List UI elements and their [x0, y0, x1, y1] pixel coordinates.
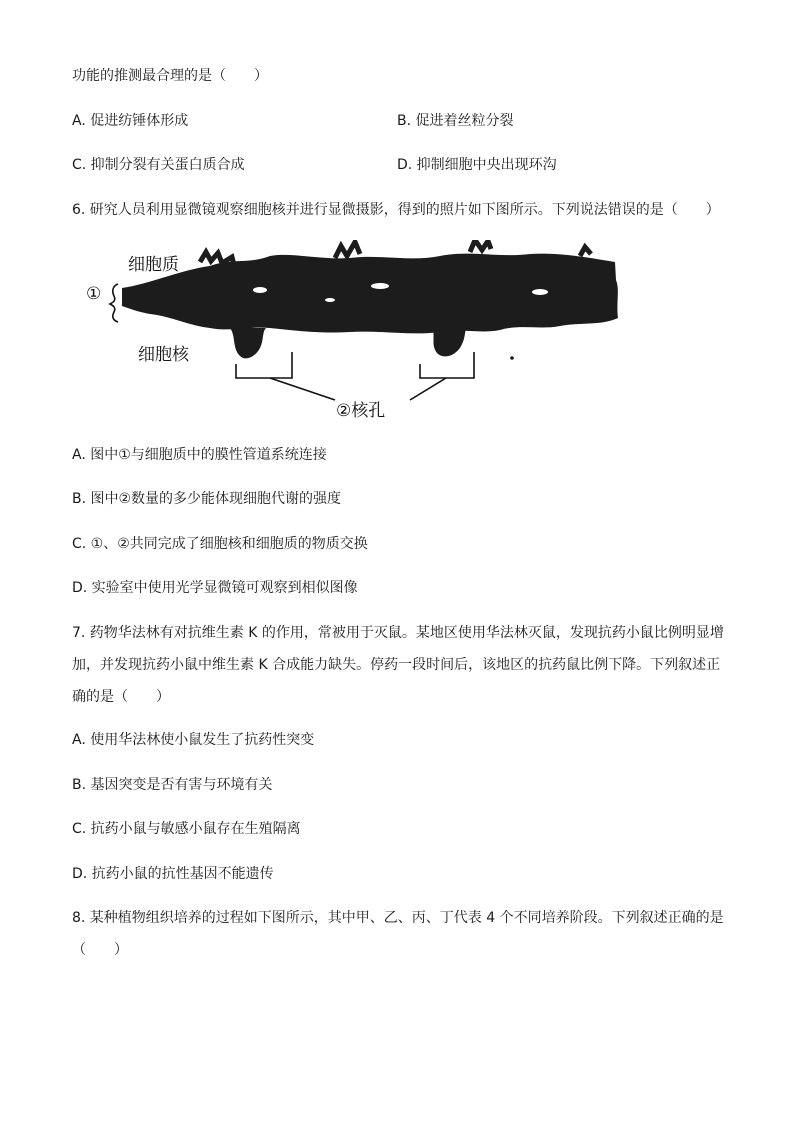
q5-stem-tail: 功能的推测最合理的是（ ）: [72, 68, 268, 84]
q5-option-b: B. 促进着丝粒分裂: [397, 113, 514, 129]
label-nuclear-pore: ②核孔: [336, 401, 386, 421]
nuclear-envelope-micrograph: [80, 240, 640, 420]
q7-option-c: C. 抗药小鼠与敏感小鼠存在生殖隔离: [72, 821, 301, 837]
q6-option-c: C. ①、②共同完成了细胞核和细胞质的物质交换: [72, 536, 368, 552]
q5-option-c: C. 抑制分裂有关蛋白质合成: [72, 157, 245, 173]
label-cytoplasm: 细胞质: [128, 255, 179, 275]
envelope-bracket: [110, 284, 118, 322]
pore-leader-left: [270, 378, 335, 400]
pore-right-material: [432, 326, 468, 356]
pore-leader-right: [410, 378, 446, 400]
pore-left-material: [230, 328, 266, 358]
q6-option-d: D. 实验室中使用光学显微镜可观察到相似图像: [72, 580, 358, 596]
q8-stem-line-1: 8. 某种植物组织培养的过程如下图所示，其中甲、乙、丙、丁代表 4 个不同培养阶段。下列叙述正确的是: [72, 910, 724, 926]
q6-stem: 6. 研究人员利用显微镜观察细胞核并进行显微摄影，得到的照片如下图所示。下列说法错误的是（ ）: [72, 202, 720, 218]
q5-option-a: A. 促进纺锤体形成: [72, 113, 189, 129]
q8-stem-line-2: （ ）: [72, 942, 128, 958]
q7-stem-line-2: 加，并发现抗药小鼠中维生素 K 合成能力缺失。停药一段时间后，该地区的抗药鼠比例下降。下列叙述正: [72, 657, 721, 673]
q5-options-row-1: [72, 111, 732, 131]
q7-option-b: B. 基因突变是否有害与环境有关: [72, 777, 273, 793]
q7-option-d: D. 抗药小鼠的抗性基因不能遗传: [72, 866, 274, 882]
q7-option-a: A. 使用华法林使小鼠发生了抗药性突变: [72, 732, 315, 748]
q7-stem-line-3: 确的是（ ）: [72, 689, 170, 705]
label-envelope-1: ①: [86, 284, 102, 304]
q5-option-d: D. 抑制细胞中央出现环沟: [397, 157, 557, 173]
label-nucleus: 细胞核: [138, 345, 189, 365]
q6-option-a: A. 图中①与细胞质中的膜性管道系统连接: [72, 447, 327, 463]
q7-stem-line-1: 7. 药物华法林有对抗维生素 K 的作用，常被用于灭鼠。某地区使用华法林灭鼠，发现抗药小鼠比例明显增: [72, 625, 724, 641]
q5-options-row-2: [72, 155, 732, 175]
q6-option-b: B. 图中②数量的多少能体现细胞代谢的强度: [72, 491, 342, 507]
